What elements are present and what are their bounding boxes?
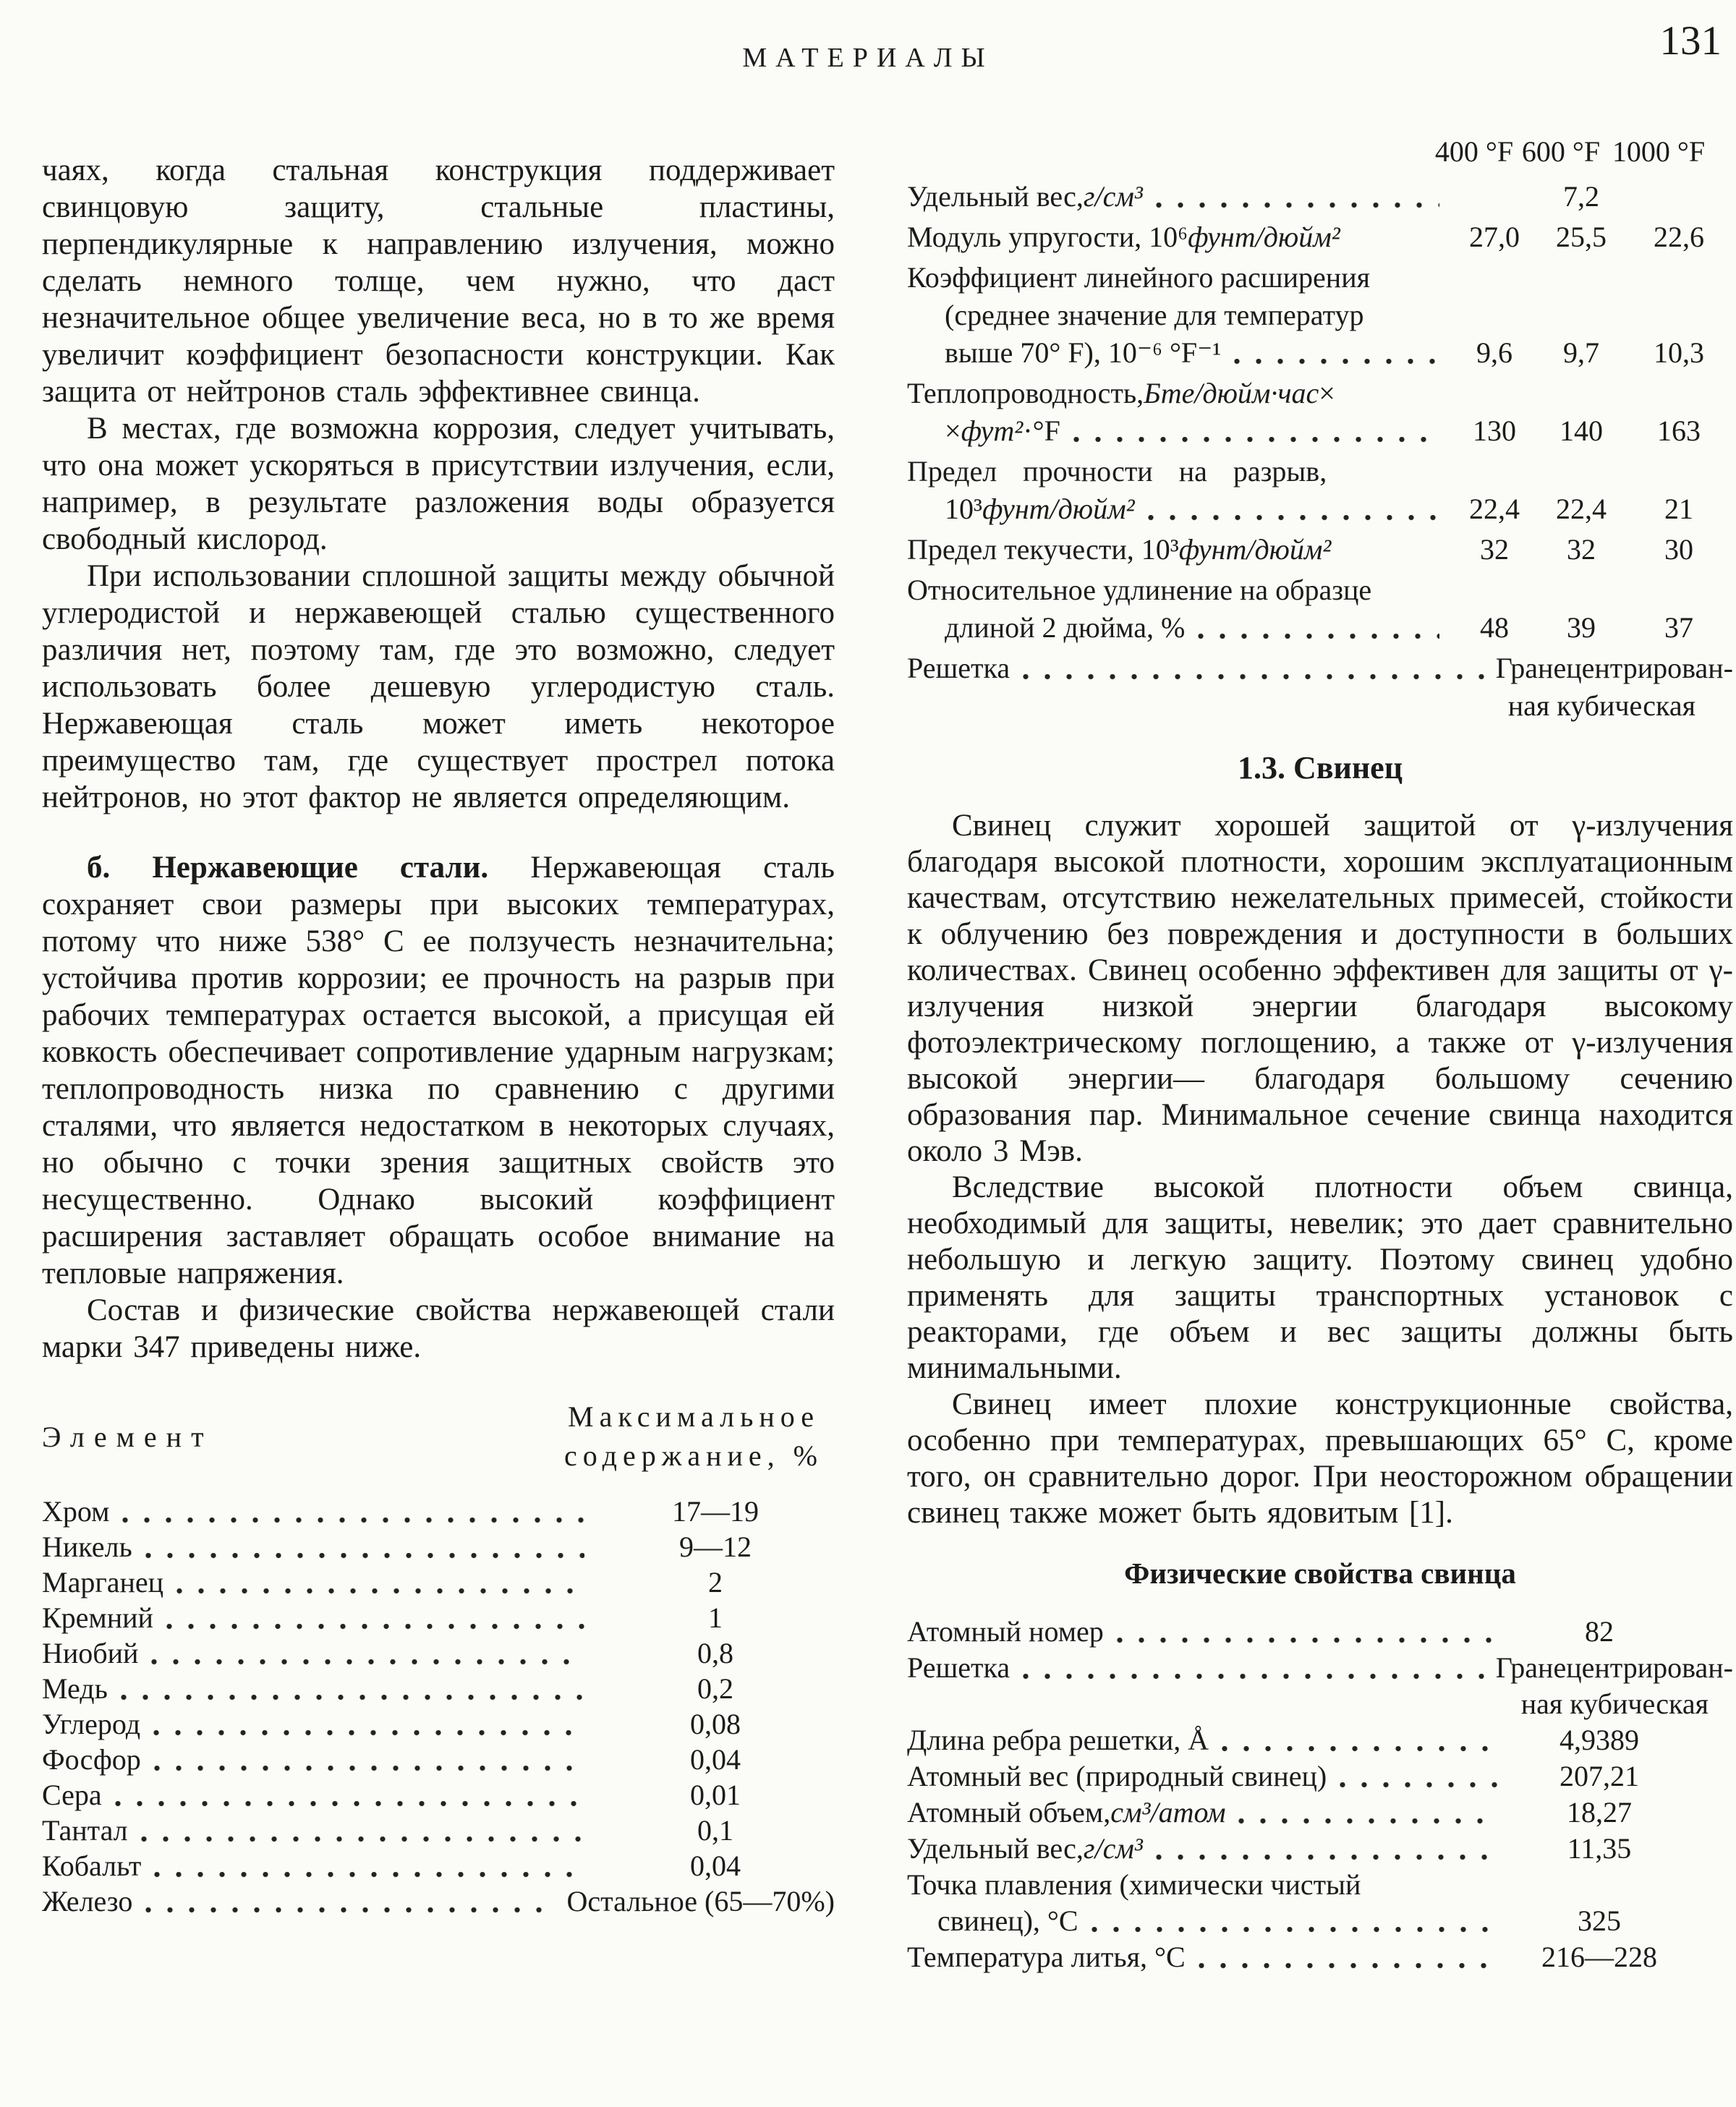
element-value: 0,8 (697, 1637, 733, 1669)
dot-leader (1092, 1927, 1497, 1933)
value: 9,6 (1476, 336, 1512, 369)
temp-header-400f: 400 °F (1434, 135, 1514, 168)
dot-leader (151, 1659, 584, 1665)
dot-leader (176, 1588, 584, 1594)
table-row (42, 1778, 835, 1813)
element-name: Хром (42, 1495, 110, 1528)
element-value: Остальное (65—70%) (566, 1885, 835, 1917)
table-row-atomic-volume (907, 1795, 1733, 1831)
unit: фунт/дюйм² (1178, 533, 1332, 566)
element-name: Железо (42, 1885, 133, 1917)
element-name: Кобальт (42, 1850, 142, 1882)
table-row (42, 1884, 835, 1920)
table-row (42, 1601, 835, 1636)
paragraph: Состав и физические свойства нержавеющей стали марки 347 приведены ниже. (42, 1293, 835, 1364)
value: 39 (1567, 611, 1596, 644)
value: Гранецентрирован- ная кубическая (1495, 1651, 1733, 1720)
temperature-header-row (907, 133, 1733, 171)
paragraph: Вследствие высокой плотности объем свинца, необходимый для защиты, невелик; это дает сравнительно небольшую и легкую защиту. Поэтому свинец удобно применять для защиты транспортных установок с реакторами, где объем и вес защиты должны быть минимальными. (907, 1170, 1733, 1385)
paragraph: В местах, где возможна коррозия, следует учитывать, что она может ускоряться в присутствии излучения, если, например, в результате разложения воды образуется свободный кислород. (42, 412, 835, 556)
table-row (42, 1530, 835, 1565)
page-number: 131 (1659, 18, 1722, 64)
value: 25,5 (1556, 221, 1607, 253)
dot-leader (1199, 1963, 1497, 1969)
unit: г/см³ (1083, 180, 1143, 213)
table-row (42, 1565, 835, 1601)
value: 325 (1578, 1904, 1621, 1937)
paragraph: чаях, когда стальная конструкция поддерживает свинцовую защиту, стальные пластины, перпендикулярные к направлению излучения, можно сделать немного толще, чем нужно, что даст незначительное общее увеличение веса, но в то же время увеличит коэффициент безопасности конструкции. Как защита от нейтронов сталь эффективнее свинца. (42, 153, 835, 409)
value: 207,21 (1560, 1760, 1639, 1792)
subsection-text: Нержавеющая сталь сохраняет свои размеры при высоких температурах, потому что ниже 538° С ее ползучесть незначительна; устойчива против коррозии; ее прочность на разрыв при рабочих температурах остается высокой, а присущая ей ковкость обеспечивает сопротивление ударным нагрузкам; теплопроводность низка по сравнению с другими сталями, что является недостатком в некоторых случаях, но обычно с точки зрения защитных свойств это несущественно. Однако высокий коэффициент расширения заставляет обращать особое внимание на тепловые напряжения. (42, 851, 835, 1290)
column-header-max-content: Максимальное содержание, % (564, 1400, 823, 1472)
table-row (42, 1742, 835, 1778)
composition-table (42, 1397, 835, 1920)
table-row-lattice (907, 1650, 1733, 1722)
lead-properties-table (907, 1614, 1733, 1975)
dot-leader (154, 1766, 584, 1771)
label: Решетка (907, 1651, 1010, 1684)
element-name: Тантал (42, 1814, 128, 1847)
element-value: 0,01 (690, 1779, 741, 1811)
table-row (42, 1672, 835, 1707)
dot-leader (115, 1801, 584, 1807)
paragraph-stainless-steels (42, 849, 835, 1292)
label: Атомный объем, (907, 1796, 1111, 1829)
value: 9,7 (1563, 336, 1599, 369)
value: 48 (1480, 611, 1509, 644)
table-row (42, 1813, 835, 1849)
table-row-casting-temperature (907, 1939, 1733, 1975)
value: 140 (1560, 414, 1603, 447)
paragraph: Свинец служит хорошей защитой от γ-излучения благодаря высокой плотности, хорошим эксплуатационным качествам, отсутствию нежелательных примесей, стойкости к облучению без повреждения и доступности в больших количествах. Свинец особенно эффективен для защиты от γ-излучения низкой энергии благодаря высокому фотоэлектрическому поглощению, а также от γ-излучения высокой энергии— благодаря большому сечению образования пар. Минимальное сечение свинца находится около 3 Мэв. (907, 809, 1733, 1168)
table-row-lattice-edge (907, 1722, 1733, 1758)
dot-leader (145, 1553, 584, 1559)
element-name: Кремний (42, 1601, 153, 1634)
element-value: 2 (708, 1566, 723, 1599)
unit: см³/атом (1110, 1796, 1226, 1829)
element-value: 1 (708, 1601, 723, 1634)
value: 30 (1664, 533, 1693, 566)
lead-table-title: Физические свойства свинца (1124, 1557, 1516, 1590)
element-name: Углерод (42, 1708, 141, 1740)
value: 130 (1473, 414, 1516, 447)
label: Атомный вес (природный свинец) (907, 1760, 1327, 1792)
dot-leader (166, 1624, 584, 1630)
label: Удельный вес, (907, 1832, 1084, 1865)
dot-leader (1117, 1638, 1497, 1643)
columns (42, 0, 1733, 1975)
value: 82 (1585, 1615, 1614, 1648)
temp-header-600f: 600 °F (1521, 135, 1601, 168)
table-row (42, 1636, 835, 1672)
value: 4,9389 (1560, 1724, 1639, 1756)
element-name: Сера (42, 1779, 102, 1811)
table-row-elastic-modulus: Модуль упругости, 10⁶ фунт/дюйм² 27,0 25,5 22,6 (907, 218, 1733, 256)
table-row (42, 1849, 835, 1884)
element-name: Медь (42, 1672, 108, 1705)
dot-leader (153, 1730, 584, 1736)
table-row-density (907, 1831, 1733, 1867)
table-row-density: Удельный вес, г/см³ 7,2 (907, 178, 1733, 216)
unit: фунт/дюйм² (982, 493, 1135, 525)
element-name: Марганец (42, 1566, 164, 1599)
dot-leader (1222, 1746, 1497, 1752)
value: 22,4 (1469, 493, 1520, 525)
dot-leader (141, 1836, 584, 1842)
value: Гранецентрирован- ная кубическая (1495, 652, 1733, 722)
table-row (42, 1707, 835, 1742)
dot-leader (1156, 203, 1439, 208)
label: Длина ребра решетки, Å (907, 1724, 1209, 1756)
element-value: 0,04 (690, 1743, 741, 1776)
dot-leader (1238, 1818, 1497, 1824)
element-value: 9—12 (679, 1531, 752, 1563)
temp-header-1000f: 1000 °F (1612, 135, 1706, 168)
value: 7,2 (1563, 180, 1599, 213)
dot-leader (1023, 1674, 1484, 1680)
element-value: 0,2 (697, 1672, 733, 1705)
unit: фунт/дюйм² (1188, 221, 1340, 253)
dot-leader (122, 1518, 584, 1523)
value: 10,3 (1654, 336, 1704, 369)
label: Температура литья, °С (907, 1941, 1186, 1973)
dot-leader (1198, 634, 1439, 639)
value: 22,6 (1654, 221, 1704, 253)
element-name: Фосфор (42, 1743, 141, 1776)
table-row-melting-point (907, 1867, 1733, 1939)
dot-leader (1023, 674, 1484, 680)
steel-properties-table (907, 133, 1733, 725)
value: 18,27 (1567, 1796, 1632, 1829)
dot-leader (1148, 515, 1439, 521)
value: 11,35 (1567, 1832, 1632, 1865)
element-value: 0,04 (690, 1850, 741, 1882)
dot-leader (145, 1907, 555, 1913)
element-value: 0,08 (690, 1708, 741, 1740)
value: 37 (1664, 611, 1693, 644)
table-row-atomic-number (907, 1614, 1733, 1650)
value: 163 (1657, 414, 1701, 447)
table-row-tensile-strength: Предел прочности на разрыв, 10³ фунт/дюйм² 22,4 22,4 21 (907, 453, 1733, 528)
unit: Бте/дюйм·час (1144, 377, 1319, 409)
dot-leader (1340, 1782, 1497, 1788)
element-name: Ниобий (42, 1637, 139, 1669)
element-name: Никель (42, 1531, 132, 1563)
table-row-lattice (907, 650, 1733, 725)
paragraph: Свинец имеет плохие конструкционные свойства, особенно при температурах, превышающих 65° С, кроме того, он сравнительно дорог. При неосторожном обращении свинец также может быть ядовитым [1]. (907, 1387, 1733, 1530)
dot-leader (1234, 359, 1439, 365)
table-row-expansion-coefficient: Коэффициент линейного расширения (среднее значение для температур выше 70° F), 10⁻⁶ °F⁻¹ 9,6 9,7 10,3 (907, 259, 1733, 372)
running-head: МАТЕРИАЛЫ (742, 43, 994, 73)
right-column (907, 0, 1733, 1975)
table-row-elongation: Относительное удлинение на образце длиной 2 дюйма, % 48 39 37 (907, 571, 1733, 647)
composition-table-header (42, 1397, 835, 1476)
unit: г/см³ (1083, 1832, 1143, 1865)
dot-leader (1156, 1855, 1497, 1860)
subsection-label: б. Нержавеющие стали. (87, 851, 489, 885)
dot-leader (154, 1872, 584, 1878)
label: Решетка (907, 652, 1010, 684)
label: Точка плавления (химически чистый (907, 1868, 1361, 1901)
dot-leader (121, 1695, 584, 1701)
section-heading: 1.3. Свинец (1237, 750, 1403, 786)
value: 22,4 (1556, 493, 1607, 525)
element-value: 17—19 (672, 1495, 759, 1528)
element-value: 0,1 (697, 1814, 733, 1847)
label: свинец), °С (937, 1904, 1078, 1937)
value: 32 (1567, 533, 1596, 566)
table-row-thermal-conductivity: Теплопроводность, Бте/дюйм·час × × фут² ·°F 130 140 163 (907, 375, 1733, 450)
dot-leader (1073, 437, 1439, 443)
paragraph: При использовании сплошной защиты между обычной углеродистой и нержавеющей сталью существенного различия нет, поэтому там, где это возможно, следует использовать более дешевую углеродистую сталь. Нержавеющая сталь может иметь некоторое преимущество там, где существует прострел потока нейтронов, но этот фактор не является определяющим. (42, 559, 835, 814)
value: 216—228 (1541, 1941, 1657, 1973)
value: 32 (1480, 533, 1509, 566)
column-header-element: Элемент (42, 1420, 213, 1453)
left-column (42, 0, 835, 1975)
unit: фут² (961, 414, 1024, 447)
table-row-atomic-weight (907, 1758, 1733, 1795)
value: 21 (1664, 493, 1693, 525)
value: 27,0 (1469, 221, 1520, 253)
table-row-yield-strength: Предел текучести, 10³ фунт/дюйм² 32 32 30 (907, 531, 1733, 569)
table-row (42, 1494, 835, 1530)
label: Атомный номер (907, 1615, 1104, 1648)
